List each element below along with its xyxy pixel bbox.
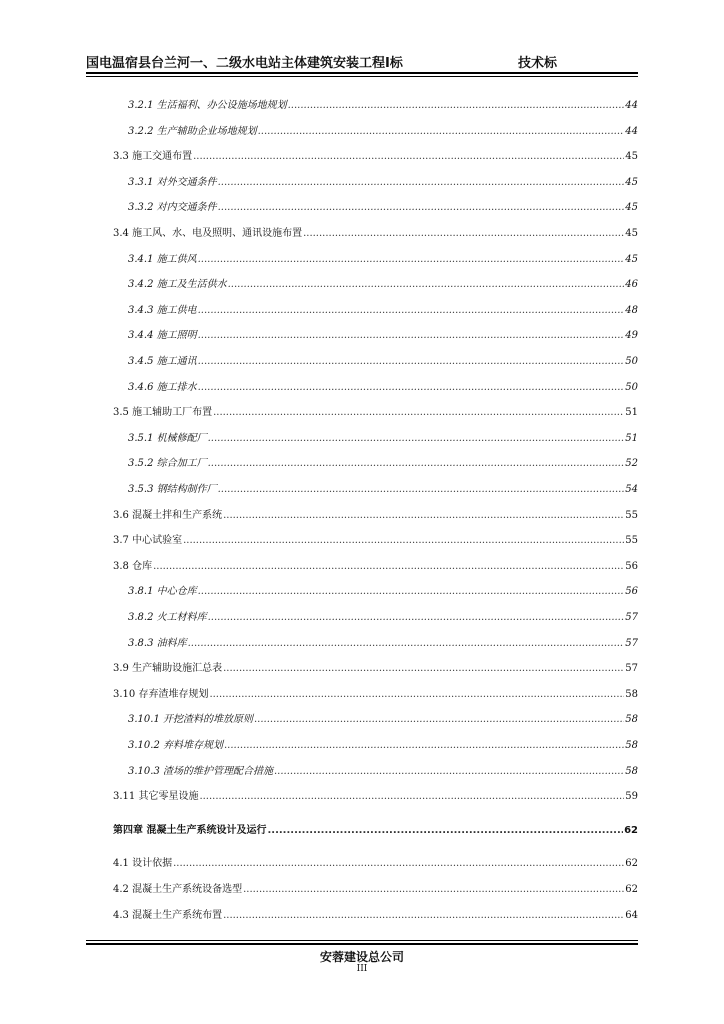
toc-leader-dots — [223, 663, 624, 675]
toc-leader-dots — [267, 825, 623, 837]
header-rule-thin — [86, 76, 638, 77]
toc-entry-page: 45 — [625, 253, 638, 265]
toc-leader-dots — [199, 791, 624, 803]
toc-entry-label: 4.1 设计依据 — [113, 858, 173, 870]
document-title: 国电温宿县台兰河一、二级水电站主体建筑安装工程Ⅰ标 — [86, 56, 403, 71]
toc-leader-dots — [288, 100, 625, 112]
toc-leader-dots — [223, 510, 624, 522]
toc-leader-dots — [153, 561, 624, 573]
toc-entry[interactable] — [128, 712, 638, 726]
toc-entry-page: 56 — [625, 560, 638, 572]
toc-leader-dots — [173, 858, 624, 870]
toc-leader-dots — [209, 689, 624, 701]
toc-entry-page: 54 — [625, 484, 638, 495]
toc-entry-page: 57 — [625, 663, 638, 675]
toc-entry-label: 3.8.3 油料库 — [128, 637, 187, 649]
toc-leader-dots — [198, 305, 625, 317]
toc-entry-page: 45 — [625, 176, 638, 188]
toc-entry[interactable] — [113, 508, 638, 522]
toc-entry[interactable] — [113, 533, 638, 547]
toc-entry[interactable] — [128, 456, 638, 470]
toc-entry[interactable] — [113, 405, 638, 419]
toc-leader-dots — [228, 279, 625, 291]
toc-entry-label: 3.4.3 施工供电 — [128, 304, 197, 316]
toc-leader-dots — [198, 254, 625, 266]
toc-entry-label: 3.6 混凝土拌和生产系统 — [113, 509, 223, 521]
toc-entry-label: 3.2.1 生活福利、办公设施场地规划 — [128, 100, 287, 111]
toc-entry-label: 3.8 仓库 — [113, 560, 153, 572]
toc-entry-label: 3.4.4 施工照明 — [128, 330, 197, 342]
toc-entry[interactable] — [128, 636, 638, 650]
toc-entry[interactable] — [128, 303, 638, 317]
footer-rule — [86, 943, 638, 945]
toc-entry[interactable] — [128, 124, 638, 138]
toc-entry-page: 55 — [625, 509, 638, 521]
toc-leader-dots — [303, 228, 624, 240]
toc-entry[interactable] — [128, 764, 638, 778]
toc-entry[interactable] — [113, 661, 638, 675]
toc-entry-label: 第四章 混凝土生产系统设计及运行 — [113, 824, 267, 836]
footer-company: 安蓉建设总公司 — [319, 950, 404, 964]
toc-entry-page: 45 — [625, 228, 638, 239]
toc-entry-page: 50 — [625, 381, 638, 393]
toc-entry[interactable] — [113, 149, 638, 163]
toc-entry-label: 3.3 施工交通布置 — [113, 151, 193, 163]
toc-leader-dots — [218, 177, 625, 189]
toc-entry-page: 49 — [625, 330, 638, 342]
toc-entry-page: 51 — [625, 407, 638, 419]
toc-entry[interactable] — [128, 277, 638, 291]
toc-leader-dots — [223, 910, 624, 922]
toc-entry-page: 58 — [625, 688, 638, 700]
toc-entry-page: 62 — [625, 858, 638, 870]
toc-entry-label: 3.10.2 弃料堆存规划 — [128, 740, 223, 751]
footer-page-number: III — [356, 964, 368, 974]
toc-entry[interactable] — [128, 328, 638, 342]
toc-leader-dots — [198, 330, 625, 342]
toc-entry-label: 3.4.5 施工通讯 — [128, 356, 197, 367]
toc-entry-label: 3.5.3 钢结构制作厂 — [128, 484, 217, 495]
toc-entry-page: 44 — [625, 125, 638, 137]
toc-leader-dots — [188, 638, 625, 650]
toc-entry[interactable] — [128, 482, 638, 496]
toc-entry[interactable] — [128, 98, 638, 112]
toc-entry[interactable] — [128, 610, 638, 624]
toc-entry[interactable] — [113, 226, 638, 240]
toc-leader-dots — [198, 382, 625, 394]
toc-leader-dots — [213, 407, 624, 419]
toc-entry-label: 3.4.6 施工排水 — [128, 381, 197, 393]
header-rule — [86, 72, 638, 74]
toc-leader-dots — [198, 586, 625, 598]
toc-entry[interactable] — [128, 252, 638, 266]
toc-entry[interactable] — [128, 380, 638, 394]
toc-leader-dots — [198, 356, 625, 368]
toc-entry-label: 3.10 存弃渣堆存规划 — [113, 688, 209, 700]
toc-entry-page: 62 — [625, 884, 638, 895]
toc-entry-label: 3.5 施工辅助工厂布置 — [113, 407, 213, 419]
toc-entry[interactable] — [128, 584, 638, 598]
toc-entry-page: 44 — [625, 100, 638, 111]
toc-leader-dots — [258, 126, 625, 138]
toc-entry-page: 50 — [625, 356, 638, 367]
toc-entry[interactable] — [113, 559, 638, 573]
toc-leader-dots — [218, 484, 625, 496]
toc-entry-label: 3.7 中心试验室 — [113, 535, 183, 547]
toc-entry[interactable] — [113, 856, 638, 870]
toc-leader-dots — [183, 535, 624, 547]
toc-entry-page: 62 — [624, 824, 638, 836]
toc-entry[interactable] — [113, 908, 638, 922]
toc-entry-page: 45 — [625, 151, 638, 163]
footer-rule-thin — [86, 940, 638, 941]
toc-entry-label: 3.11 其它零星设施 — [113, 791, 199, 803]
toc-entry[interactable] — [128, 175, 638, 189]
toc-entry[interactable] — [113, 687, 638, 701]
toc-entry[interactable] — [128, 200, 638, 214]
toc-leader-dots — [218, 202, 625, 214]
toc-leader-dots — [254, 714, 624, 726]
toc-entry-label: 4.3 混凝土生产系统布置 — [113, 909, 223, 921]
toc-entry-label: 3.4 施工风、水、电及照明、通讯设施布置 — [113, 228, 303, 239]
toc-entry-label: 3.3.2 对内交通条件 — [128, 202, 217, 214]
toc-leader-dots — [208, 433, 625, 445]
toc-entry[interactable] — [113, 882, 638, 896]
toc-entry[interactable] — [128, 738, 638, 752]
toc-entry-page: 58 — [625, 740, 638, 751]
toc-entry-page: 57 — [625, 612, 638, 623]
toc-leader-dots — [224, 740, 624, 752]
toc-leader-dots — [208, 612, 625, 624]
toc-entry-label: 3.9 生产辅助设施汇总表 — [113, 663, 223, 675]
toc-entry-label: 3.4.1 施工供风 — [128, 253, 197, 265]
toc-entry-label: 4.2 混凝土生产系统设备选型 — [113, 884, 243, 895]
toc-entry-page: 45 — [625, 202, 638, 214]
toc-entry[interactable] — [113, 789, 638, 803]
toc-leader-dots — [208, 458, 625, 470]
toc-entry-page: 59 — [625, 791, 638, 803]
toc-entry-label: 3.5.1 机械修配厂 — [128, 432, 207, 444]
toc-entry-page: 64 — [625, 909, 638, 921]
toc-entry-label: 3.10.3 渣场的维护管理配合措施 — [128, 765, 273, 777]
toc-entry-page: 46 — [625, 279, 638, 291]
toc-entry-page: 51 — [625, 432, 638, 444]
toc-entry-label: 3.4.2 施工及生活供水 — [128, 279, 227, 291]
toc-leader-dots — [193, 151, 624, 163]
toc-entry-label: 3.2.2 生产辅助企业场地规划 — [128, 125, 257, 137]
section-label: 技术标 — [518, 56, 558, 71]
toc-entry[interactable] — [128, 431, 638, 445]
toc-entry[interactable] — [128, 354, 638, 368]
toc-leader-dots — [274, 766, 624, 778]
toc-entry-label: 3.8.1 中心仓库 — [128, 586, 197, 598]
toc-entry-label: 3.3.1 对外交通条件 — [128, 176, 217, 188]
toc-entry-label: 3.5.2 综合加工厂 — [128, 458, 207, 470]
toc-entry-label: 3.10.1 开挖渣料的堆放原则 — [128, 714, 253, 726]
toc-chapter-entry[interactable] — [113, 823, 638, 837]
toc-entry-page: 58 — [625, 714, 638, 726]
toc-entry-page: 56 — [625, 586, 638, 598]
toc-entry-page: 57 — [625, 637, 638, 649]
toc-leader-dots — [243, 884, 624, 896]
page-header — [86, 52, 638, 70]
toc-entry-label: 3.8.2 火工材料库 — [128, 612, 207, 623]
toc-entry-page: 48 — [625, 304, 638, 316]
toc-entry-page: 52 — [625, 458, 638, 470]
toc-entry-page: 55 — [625, 535, 638, 547]
toc-entry-page: 58 — [625, 765, 638, 777]
